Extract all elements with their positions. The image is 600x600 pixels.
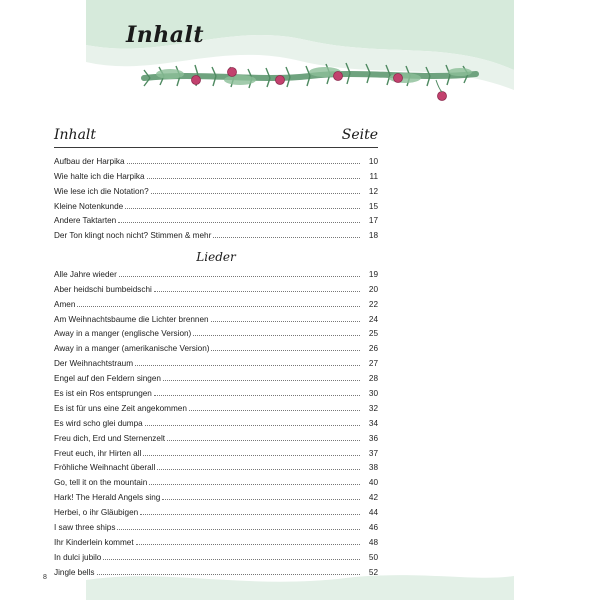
entry-title: Andere Taktarten — [54, 216, 117, 226]
songs-heading: Lieder — [196, 250, 236, 264]
toc-entry — [54, 398, 378, 413]
dot-leader — [103, 559, 360, 560]
entry-title: Der Weihnachtstraum — [54, 359, 134, 369]
dot-leader — [119, 276, 360, 277]
entry-page-number: 30 — [368, 389, 378, 399]
entry-title: Wie lese ich die Notation? — [54, 186, 149, 196]
dot-leader — [118, 222, 360, 223]
dot-leader — [127, 163, 360, 164]
toc-entry — [54, 443, 378, 458]
entry-page-number: 50 — [368, 552, 378, 562]
entry-title: Aufbau der Harpika — [54, 156, 125, 166]
dot-leader — [162, 499, 360, 500]
entry-page-number: 34 — [368, 418, 378, 428]
entry-page-number: 19 — [368, 269, 378, 279]
entry-page-number: 17 — [368, 216, 378, 226]
toc-entry — [54, 279, 378, 294]
dot-leader — [136, 544, 360, 545]
entry-title: Away in a manger (englische Version) — [54, 329, 192, 339]
entry-title: Es wird scho glei dumpa — [54, 418, 143, 428]
entry-title: Alle Jahre wieder — [54, 269, 117, 279]
dot-leader — [77, 306, 360, 307]
toc-entry — [54, 428, 378, 443]
entry-page-number: 18 — [368, 231, 378, 241]
toc-entry — [54, 338, 378, 353]
toc-entry — [54, 181, 378, 196]
entry-title: Am Weihnachtsbaume die Lichter brennen — [54, 314, 209, 324]
dot-leader — [145, 425, 360, 426]
toc-entry — [54, 502, 378, 517]
entry-title: Ihr Kinderlein kommet — [54, 537, 134, 547]
entry-page-number: 27 — [368, 359, 378, 369]
dot-leader — [140, 514, 360, 515]
header-rule — [54, 147, 378, 148]
entry-title: Go, tell it on the mountain — [54, 478, 148, 488]
entry-title: Engel auf den Feldern singen — [54, 374, 161, 384]
toc-entry — [54, 353, 378, 368]
dot-leader — [151, 193, 360, 194]
entry-page-number: 42 — [368, 493, 378, 503]
toc-heading-right: Seite — [341, 127, 378, 143]
toc-entry — [54, 211, 378, 226]
toc-entry — [54, 458, 378, 473]
entry-page-number: 37 — [368, 448, 378, 458]
entry-page-number: 26 — [368, 344, 378, 354]
page-title: Inhalt — [126, 22, 205, 48]
entry-title: Jingle bells — [54, 567, 95, 577]
dot-leader — [213, 237, 360, 238]
dot-leader — [154, 291, 360, 292]
toc-list — [54, 151, 378, 240]
toc-entry — [54, 487, 378, 502]
entry-page-number: 48 — [368, 537, 378, 547]
dot-leader — [97, 574, 360, 575]
dot-leader — [211, 350, 360, 351]
entry-title: Hark! The Herald Angels sing — [54, 493, 161, 503]
entry-page-number: 12 — [368, 186, 378, 196]
entry-title: Herbei, o ihr Gläubigen — [54, 508, 139, 518]
toc-entry — [54, 532, 378, 547]
entry-page-number: 40 — [368, 478, 378, 488]
toc-entry — [54, 225, 378, 240]
toc-entry — [54, 294, 378, 309]
entry-title: Wie halte ich die Harpika — [54, 171, 145, 181]
dot-leader — [163, 380, 360, 381]
entry-page-number: 15 — [368, 201, 378, 211]
entry-page-number: 28 — [368, 374, 378, 384]
toc-entry — [54, 383, 378, 398]
entry-title: Amen — [54, 299, 76, 309]
toc-entry — [54, 517, 378, 532]
dot-leader — [154, 395, 360, 396]
entry-page-number: 32 — [368, 403, 378, 413]
toc-entry — [54, 413, 378, 428]
toc-entry — [54, 264, 378, 279]
toc-entry — [54, 368, 378, 383]
entry-title: Freu dich, Erd und Sternenzelt — [54, 433, 166, 443]
dot-leader — [143, 455, 360, 456]
dot-leader — [167, 440, 360, 441]
entry-page-number: 24 — [368, 314, 378, 324]
dot-leader — [125, 208, 360, 209]
entry-page-number: 52 — [368, 567, 378, 577]
entry-title: Freut euch, ihr Hirten all — [54, 448, 142, 458]
toc-header — [54, 127, 378, 147]
entry-page-number: 10 — [368, 156, 378, 166]
toc-entry — [54, 547, 378, 562]
dot-leader — [117, 529, 360, 530]
toc-entry — [54, 166, 378, 181]
toc-entry — [54, 562, 378, 577]
entry-title: Es ist für uns eine Zeit angekommen — [54, 403, 187, 413]
pine-garland-illustration — [140, 54, 480, 106]
dot-leader — [211, 321, 360, 322]
dot-leader — [157, 469, 360, 470]
entry-page-number: 36 — [368, 433, 378, 443]
entry-page-number: 44 — [368, 508, 378, 518]
toc-entry — [54, 309, 378, 324]
entry-title: Fröhliche Weihnacht überall — [54, 463, 156, 473]
toc-heading-left: Inhalt — [54, 127, 97, 143]
entry-title: Aber heidschi bumbeidschi — [54, 284, 152, 294]
toc-entry — [54, 472, 378, 487]
entry-title: Es ist ein Ros entsprungen — [54, 389, 152, 399]
entry-title: In dulci jubilo — [54, 552, 102, 562]
toc-entry — [54, 196, 378, 211]
entry-title: Kleine Notenkunde — [54, 201, 124, 211]
dot-leader — [193, 335, 360, 336]
dot-leader — [189, 410, 360, 411]
entry-page-number: 22 — [368, 299, 378, 309]
entry-page-number: 46 — [368, 523, 378, 533]
entry-title: Der Ton klingt noch nicht? Stimmen & mehr — [54, 231, 212, 241]
songs-list — [54, 264, 378, 577]
entry-page-number: 25 — [368, 329, 378, 339]
dot-leader — [149, 484, 360, 485]
entry-title: I saw three ships — [54, 523, 116, 533]
entry-page-number: 20 — [368, 284, 378, 294]
entry-title: Away in a manger (amerikanische Version) — [54, 344, 210, 354]
entry-page-number: 11 — [369, 171, 378, 181]
toc-entry — [54, 151, 378, 166]
page-number: 8 — [43, 574, 47, 581]
dot-leader — [147, 178, 360, 179]
toc-entry — [54, 324, 378, 339]
entry-page-number: 38 — [368, 463, 378, 473]
dot-leader — [135, 365, 360, 366]
